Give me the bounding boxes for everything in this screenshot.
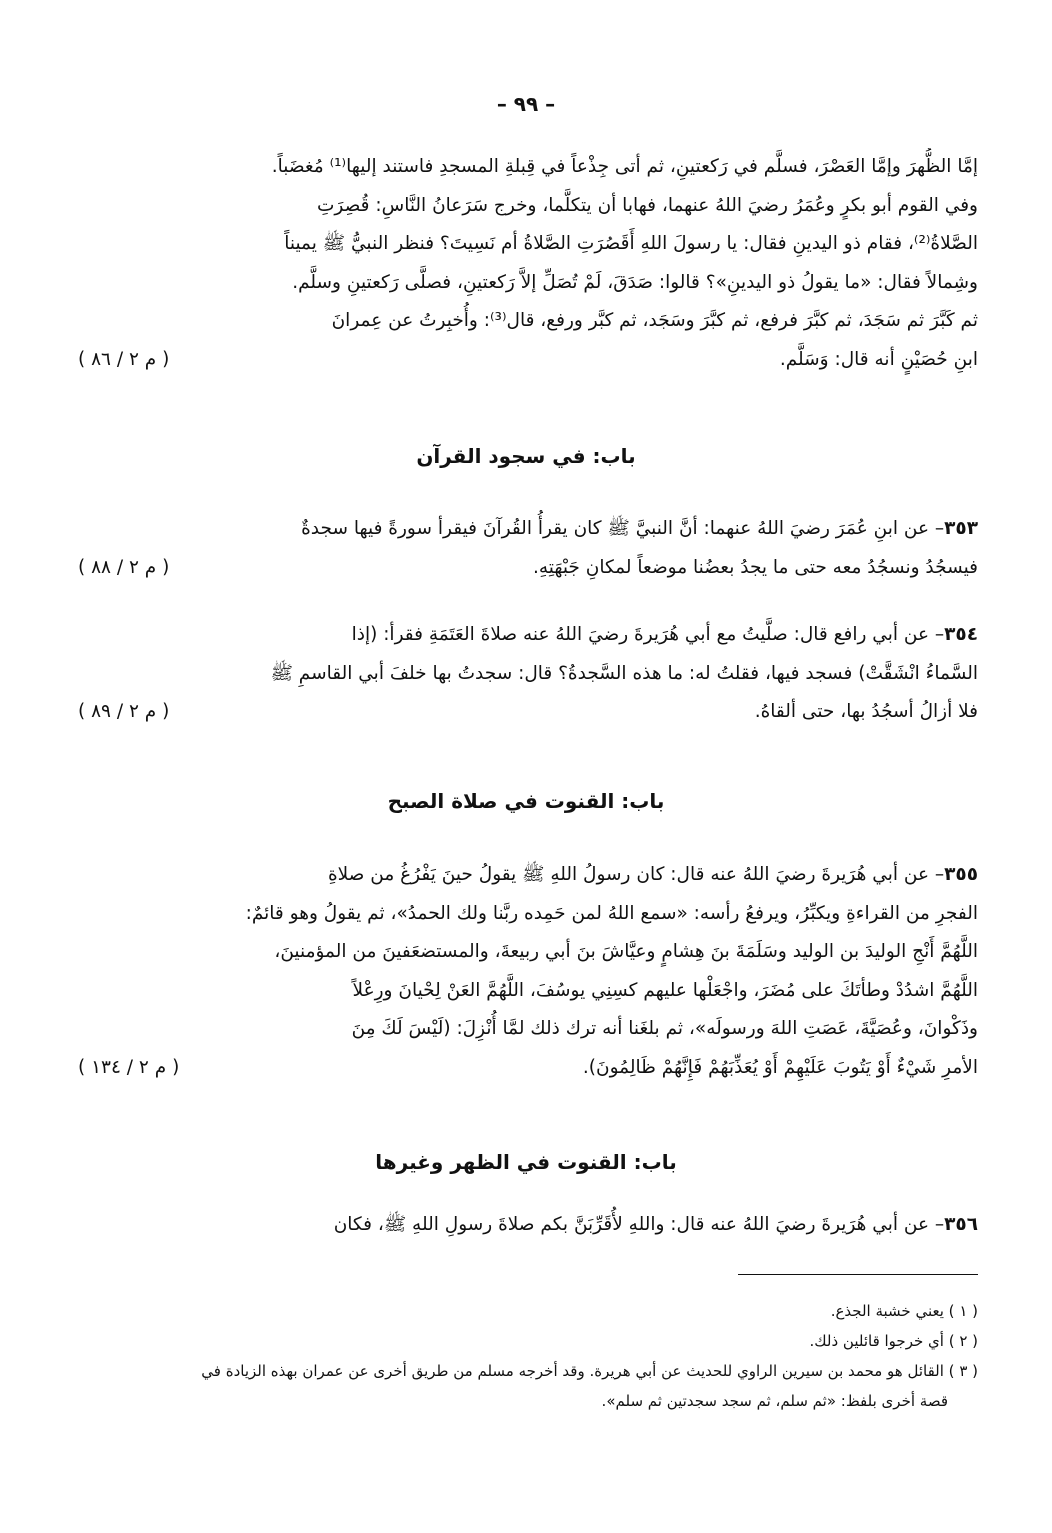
hadith-number: ٣٥٦ <box>944 1214 978 1235</box>
footnote-3-continuation: قصة أخرى بلفظ: «ثم سلم، ثم سجد سجدتين ثم سلم». <box>601 1392 948 1410</box>
hadith-353 <box>78 510 978 587</box>
text-line: الصَّلاةُ⁽²⁾، فقام ذو اليدينِ فقال: يا رسولَ اللهِ أَقَصُرَتِ الصَّلاةُ أم نَسِيتَ؟ فنظر النبيُّ ﷺ يميناً <box>284 233 978 254</box>
hadith-number: ٣٥٥ <box>944 864 978 885</box>
source-reference: ( م ٢ / ٨٨ ) <box>78 556 170 578</box>
text-line-with-reference <box>78 693 978 732</box>
text-line: وذَكْوانَ، وعُصَيَّةَ، عَصَتِ اللهَ ورسولَه»، ثم بلغَنا أنه ترك ذلك لمَّا أُنْزِلَ: (لَيْسَ لَكَ مِنَ <box>351 1018 978 1039</box>
text-line: الأمرِ شَيْءٌ أَوْ يَتُوبَ عَلَيْهِمْ أَوْ يُعَذِّبَهُمْ فَإِنَّهُمْ ظَالِمُونَ). <box>582 1056 978 1078</box>
text-line: فلا أزالُ أسجُدُ بها، حتى ألقاهُ. <box>754 701 978 722</box>
text-line-with-reference <box>78 549 978 588</box>
hadith-356 <box>78 1206 978 1245</box>
text-line: السَّماءُ انْشَقَّتْ) فسجد فيها، فقلتُ له: ما هذه السَّجدةُ؟ قال: سجدتُ بها خلفَ أبي القاسمِ ﷺ <box>270 662 978 684</box>
text-line: الفجرِ من القراءةِ ويكبِّرُ، ويرفعُ رأسه: «سمع اللهُ لمن حَمِده ربَّنا ولك الحمدُ»، ثم يقولُ وهو قائمٌ: <box>245 902 978 924</box>
text-line: إمَّا الظُّهرَ وإمَّا العَصْرَ، فسلَّم في رَكعتينِ، ثم أتى جِذْعاً في قِبلةِ المسجدِ فاستند إليها⁽¹⁾ مُغضَباً. <box>271 156 978 177</box>
text-line: ٣٥٣– عن ابنِ عُمَرَ رضيَ اللهُ عنهما: أنَّ النبيَّ ﷺ كان يقرأُ القُرآنَ فيقرأ سورةً فيها سجدةٌ <box>301 518 978 539</box>
text-line: ثم كَبَّرَ ثم سَجَدَ، ثم كبَّرَ فرفع، ثم كبَّرَ وسَجَد، ثم كبَّر ورفع، قال⁽³⁾: وأُخبِرتُ عن عِمرانَ <box>331 310 978 331</box>
text-line: ٣٥٤– عن أبي رافع قال: صلَّيتُ مع أبي هُرَيرةَ رضيَ اللهُ عنه صلاةَ العَتَمَةِ فقرأ: (إذا <box>351 624 978 645</box>
hadith-355 <box>78 856 978 1087</box>
text-line: ٣٥٥– عن أبي هُرَيرةَ رضيَ اللهُ عنه قال: كان رسولُ اللهِ ﷺ يقولُ حينَ يَفْرُغُ من صلاةِ <box>327 864 978 885</box>
text-line-with-reference <box>78 341 978 380</box>
section-heading: باب: في سجود القرآن <box>416 444 636 468</box>
page-number: – ٩٩ – <box>496 92 556 116</box>
footnote-2: ( ٢ ) أي خرجوا قائلين ذلك. <box>809 1332 978 1350</box>
footnote-3: ( ٣ ) القائل هو محمد بن سيرين الراوي للحديث عن أبي هريرة. وقد أخرجه مسلم من طريق أخرى عن عمران بهذه الزيادة في <box>201 1362 978 1380</box>
text-line: فيسجُدُ ونسجُدُ معه حتى ما يجدُ بعضُنا موضعاً لمكانِ جَبْهَتِهِ. <box>532 556 978 578</box>
hadith-354 <box>78 616 978 732</box>
text-line: اللَّهُمَّ أَنْجِ الوليدَ بن الوليد وسَلَمَةَ بنَ هِشامٍ وعيَّاشَ بنَ أبي ربيعةَ، والمستضعَفينَ من المؤمنينَ، <box>274 941 978 962</box>
section-heading: باب: القنوت في صلاة الصبح <box>387 789 665 813</box>
text-line-with-reference <box>78 1049 978 1088</box>
text-line: اللَّهُمَّ اشدُدْ وطأتَكَ على مُضَرَ، واجْعَلْها عليهم كسِنِي يوسُفَ، اللَّهُمَّ العَنْ لِحْيانَ ورِعْلاً <box>352 979 978 1001</box>
source-reference: ( م ٢ / ٨٩ ) <box>78 701 170 722</box>
text-line: وشِمالاً فقال: «ما يقولُ ذو اليدينِ»؟ قالوا: صَدَقَ، لَمْ تُصَلِّ إلاَّ رَكعتينِ، فصلَّى رَكعتينِ وسلَّم. <box>292 271 978 293</box>
footnote-separator <box>738 1274 978 1275</box>
source-reference: ( م ٢ / ٨٦ ) <box>78 348 170 370</box>
footnotes <box>78 1296 978 1416</box>
hadith-number: ٣٥٤ <box>944 624 978 645</box>
section-heading: باب: القنوت في الظهر وغيرها <box>375 1150 677 1174</box>
footnote-1: ( ١ ) يعني خشبة الجذع. <box>830 1302 978 1320</box>
hadith-continuation <box>78 148 978 379</box>
source-reference: ( م ٢ / ١٣٤ ) <box>78 1056 180 1078</box>
hadith-number: ٣٥٣ <box>944 518 978 539</box>
text-line: ٣٥٦– عن أبي هُرَيرةَ رضيَ اللهُ عنه قال: واللهِ لأُقَرِّبَنَّ بكم صلاةَ رسولِ اللهِ ﷺ، فكان <box>333 1214 978 1235</box>
text-line: ابنِ حُصَيْنٍ أنه قال: وَسَلَّم. <box>779 348 978 370</box>
text-line: وفي القوم أبو بكرٍ وعُمَرُ رضيَ اللهُ عنهما، فهابا أن يتكلَّما، وخرج سَرَعانُ النَّاسِ: قُصِرَتِ <box>316 194 978 216</box>
